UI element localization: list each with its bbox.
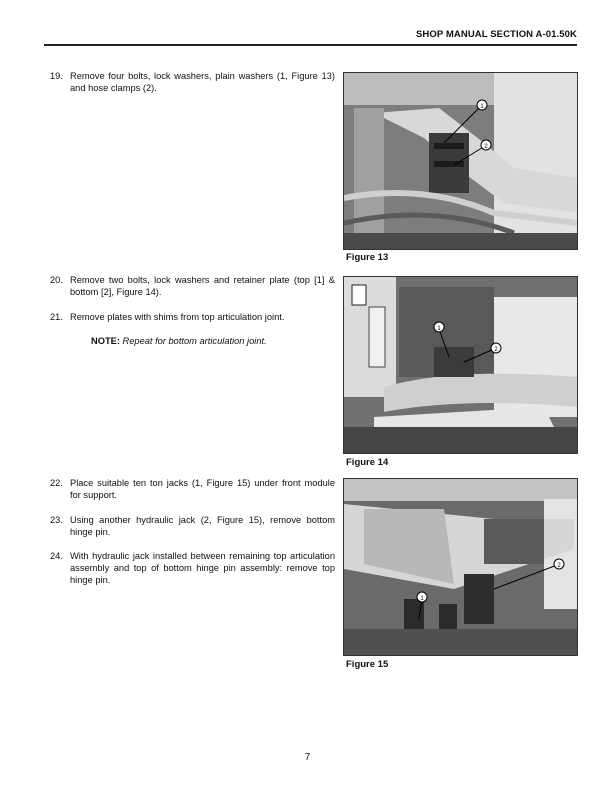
step-22 <box>50 477 335 501</box>
step-number: 20. <box>50 275 63 285</box>
figure-13-caption: Figure 13 <box>346 252 389 263</box>
callout-1: 1 <box>437 326 441 332</box>
callout-2: 2 <box>494 347 498 353</box>
callout-2: 2 <box>484 144 488 150</box>
callout-1: 1 <box>420 596 424 602</box>
figure-14-photo <box>343 276 578 454</box>
header-rule <box>44 44 577 46</box>
step-number: 23. <box>50 515 63 525</box>
step-text: Remove two bolts, lock washers and retainer plate (top [1] & bottom [2], Figure 14). <box>70 275 335 297</box>
step-24 <box>50 550 335 586</box>
step-number: 19. <box>50 71 63 81</box>
step-23 <box>50 514 335 538</box>
note <box>91 335 267 347</box>
step-number: 22. <box>50 478 63 488</box>
figure-14-caption: Figure 14 <box>346 457 389 468</box>
step-number: 24. <box>50 551 63 561</box>
note-label: NOTE: <box>91 336 120 346</box>
page-header: SHOP MANUAL SECTION A-01.50K <box>416 29 577 40</box>
step-text: Place suitable ten ton jacks (1, Figure 15) under front module for support. <box>70 478 335 500</box>
step-21 <box>50 311 335 323</box>
step-number: 21. <box>50 312 63 322</box>
note-text: Repeat for bottom articulation joint. <box>122 336 267 346</box>
figure-13-photo <box>343 72 578 250</box>
step-text: Remove four bolts, lock washers, plain washers (1, Figure 13) and hose clamps (2). <box>70 71 335 93</box>
step-text: With hydraulic jack installed between remaining top articulation assembly and top of bottom hinge pin assembly: remove top hinge pin. <box>70 551 335 585</box>
callout-1: 1 <box>480 104 484 110</box>
step-text: Using another hydraulic jack (2, Figure 15), remove bottom hinge pin. <box>70 515 335 537</box>
figure-15-caption: Figure 15 <box>346 659 389 670</box>
step-text: Remove plates with shims from top articulation joint. <box>70 312 285 322</box>
step-19 <box>50 70 335 94</box>
figure-15-photo <box>343 478 578 656</box>
callout-2: 2 <box>557 563 561 569</box>
step-20 <box>50 274 335 298</box>
page-number: 7 <box>304 752 311 763</box>
